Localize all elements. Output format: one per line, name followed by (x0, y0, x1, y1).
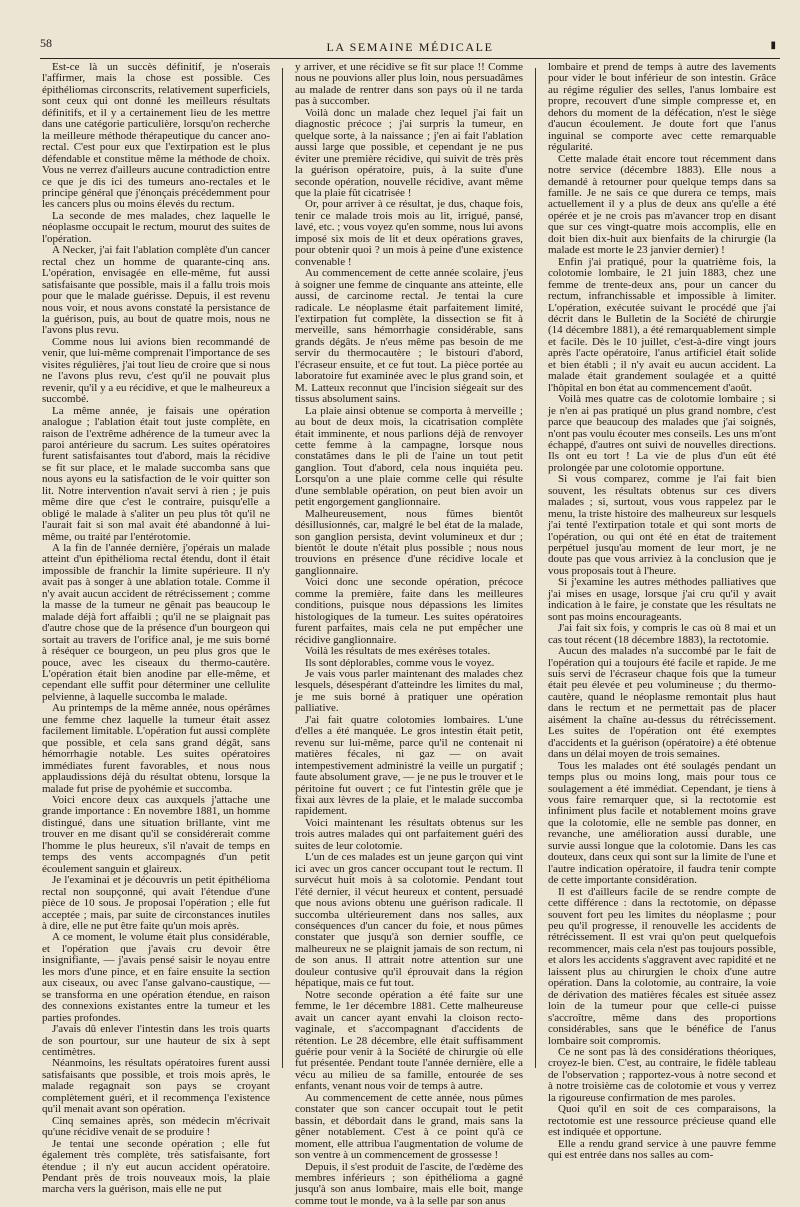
paragraph: Je tentai une seconde opération ; elle fut également très complète, très satisfaisante, fort étendue ; il n'y eut aucun accident opératoire. Pendant près de trois nouveaux mois, la plaie marcha vers la guérison, mais elle ne put (42, 1139, 270, 1196)
page-header (40, 36, 780, 59)
paragraph: Au printemps de la même année, nous opérâmes une femme chez laquelle la tumeur était assez facilement limitable. L'opération fut aussi complète que possible, et cela sans grand dégât, sans hémorrhagie notable. Les suites opératoires immédiates furent favorables, et nous nous applaudissions déjà du résultat obtenu, lorsque la malade fut prise de pyohémie et succomba. (42, 703, 270, 795)
paragraph: Voilà donc un malade chez lequel j'ai fait un diagnostic précoce ; j'ai surpris la tumeur, en quelque sorte, à la naissance ; j'en ai fait l'ablation aussi large que possible, et cependant je ne pus éviter une première récidive, qui suivit de très près la guérison opératoire, puis, à la suite d'une seconde opération, nouvelle récidive, avant même que la plaie fût cicatrisée ! (295, 108, 523, 200)
paragraph: La seconde de mes malades, chez laquelle le néoplasme occupait le rectum, mourut des suites de l'opération. (42, 211, 270, 245)
header-ornament-icon: ▮ (770, 40, 776, 51)
column-left (42, 62, 270, 1068)
paragraph: Est-ce là un succès définitif, je n'oserais l'affirmer, mais la chose est possible. Ces épithéliomas circonscrits, relativement superficiels, sont ceux qui ont donné les meilleurs résultats définitifs, et il y a certainement lieu de les mettre dans une catégorie particulière, lorsqu'on recherche la meilleure méthode thérapeutique du cancer ano-rectal. C'est pour eux que l'extirpation est le plus défendable et constitue même la méthode de choix. Vous ne verrez d'ailleurs aucune contradiction entre ce que je dis ici des tumeurs ano-rectales et le principe général que j'énonçais précédemment pour les cancers plus ou moins élevés du rectum. (42, 62, 270, 211)
paragraph: Elle a rendu grand service à une pauvre femme qui est entrée dans nos salles au com- (548, 1139, 776, 1162)
paragraph: J'avais dû enlever l'intestin dans les trois quarts de son pourtour, sur une hauteur de six à sept centimètres. (42, 1024, 270, 1058)
paragraph: Aucun des malades n'a succombé par le fait de l'opération qui a toujours été facile et rapide. Je me suis servi de l'écraseur chaque fois que la tumeur était peu élevée et peu volumineuse ; du thermo-cautère, quand le néoplasme remontait plus haut dans le rectum et ne permettait pas de placer aisément la chaîne au-dessus du rétrécissement. Les suites de l'opération ont été exemptes d'accidents et la guérison (opératoire) a été obtenue dans un délai moyen de trois semaines. (548, 646, 776, 761)
paragraph: J'ai fait six fois, y compris le cas où 8 mai et un cas tout récent (18 décembre 1883), la rectotomie. (548, 623, 776, 646)
paragraph: Voici maintenant les résultats obtenus sur les trois autres malades qui ont parfaitement guéri des suites de leur colotomie. (295, 818, 523, 852)
paragraph: Il est d'ailleurs facile de se rendre compte de cette différence : dans la rectotomie, on dépasse souvent fort peu les limites du néoplasme ; pour peu qu'il progresse, il renouvelle les accidents de rétrécissement. Il est vrai qu'on peut quelquefois recommencer, mais cela n'est pas toujours possible, et alors les accidents s'aggravent avec rapidité et ne laissent plus au chirurgien le choix d'une autre opération. Dans la colotomie, au contraire, la voie de dérivation des matières fécales est située assez loin de la tumeur pour que celle-ci puisse s'accroître, même dans des proportions considérables, sans que le bénéfice de l'anus lombaire soit compromis. (548, 887, 776, 1047)
paragraph: La même année, je faisais une opération analogue ; l'ablation était tout juste complète, en raison de l'extrême adhérence de la tumeur avec la paroi antérieure du sacrum. Les suites opératoires furent satisfaisantes tout d'abord, mais la récidive se fit sur place, et le malade succomba sans que nous ayons eu la satisfaction de le voir quitter son lit. Notre intervention n'avait servi à rien ; je puis même dire que c'est le contraire, puisqu'elle a obligé le malade à s'aliter un peu plus tôt qu'il ne l'aurait fait si son mal avait été abandonné à lui-même, ou traité par l'entérotomie. (42, 406, 270, 543)
paragraph: Voici encore deux cas auxquels j'attache une grande importance : En novembre 1881, un homme distingué, dans une situation brillante, vint me trouver en me disant qu'il se considérerait comme l'homme le plus heureux, s'il n'avait de temps en temps des vents accompagnés d'un petit écoulement sanguin et glaireux. (42, 795, 270, 875)
paragraph: Au commencement de cette année scolaire, j'eus à soigner une femme de cinquante ans atteinte, elle aussi, de carcinome rectal. Je tentai la cure radicale. Le néoplasme était parfaitement limité, l'extirpation fut complète, la dissection se fit à merveille, sans hémorrhagie considérable, sans grands dégâts. Je n'eus même pas besoin de me servir du thermocautère ; le bistouri d'abord, l'écraseur ensuite, et ce fut tout. La pièce portée au laboratoire fut examinée avec le plus grand soin, et M. Latteux reconnut que l'incision siégeait sur des tissus absolument sains. (295, 268, 523, 405)
paragraph: A ce moment, le volume était plus considérable, et l'opération que j'avais cru devoir être insignifiante, — j'avais pensé saisir le noyau entre les mors d'une pince, et en faire ensuite la section aux ciseaux, ou avec l'anse galvano-caustique, — se transforma en une opération étendue, en raison des connexions existantes entre la tumeur et les parties profondes. (42, 932, 270, 1024)
paragraph: Voici donc une seconde opération, précoce comme la première, faite dans les meilleures conditions, puisque nous dépassions les limites histologiques de la tumeur. Les suites opératoires furent parfaites, mais cela ne put empêcher une récidive ganglionnaire. (295, 577, 523, 646)
paragraph: Enfin j'ai pratiqué, pour la quatrième fois, la colotomie lombaire, le 21 juin 1883, chez une femme de trente-deux ans, pour un cancer du rectum, infranchissable et impossible à limiter. L'opération, exécutée suivant le procédé que j'ai décrit dans le Bulletin de la Société de chirurgie (14 décembre 1881), a été remarquablement simple et facile. Dès le 10 juillet, c'est-à-dire vingt jours après l'acte opératoire, l'anus artificiel était solide et bien établi ; il n'y avait eu aucun accident. La malade était grandement soulagée et a quitté l'hôpital en bon état au commencement d'août. (548, 257, 776, 394)
column-middle (295, 62, 523, 1068)
paragraph: Ils sont déplorables, comme vous le voyez. (295, 658, 523, 669)
paragraph: y arriver, et une récidive se fit sur place !! Comme nous ne pouvions aller plus loin, nous persuadâmes au malade de rentrer dans son pays où il ne tarda pas à succomber. (295, 62, 523, 108)
paragraph: L'un de ces malades est un jeune garçon qui vint ici avec un gros cancer occupant tout le rectum. Il survécut huit mois à sa colotomie. Pendant tout l'été dernier, il vécut heureux et content, persuadé que nous avions obtenu une guérison radicale. Il succomba ultérieurement dans nos salles, aux conséquences d'un cancer du foie, et nous pûmes constater que jusqu'à son dernier souffle, ce malheureux ne se plaignit jamais de son rectum, ni de son anus. Il attrait notre attention sur une douleur contusive qu'il éprouvait dans la région hépatique, mais ce fut tout. (295, 852, 523, 989)
paragraph: Voilà les résultats de mes exérèses totales. (295, 646, 523, 657)
paragraph: Au commencement de cette année, nous pûmes constater que son cancer occupait tout le petit bassin, et débordait dans le grand, mais sans la gêner notablement. C'est à ce point qu'à ce moment, elle attribua l'augmentation de volume de son ventre à un commencement de grossesse ! (295, 1093, 523, 1162)
paragraph: Cinq semaines après, son médecin m'écrivait qu'une récidive venait de se produire ! (42, 1116, 270, 1139)
page-number: 58 (40, 36, 52, 51)
paragraph: A Necker, j'ai fait l'ablation complète d'un cancer rectal chez un homme de quarante-cinq ans. L'opération, envisagée en elle-même, fut aussi satisfaisante que possible, mais il a fallu trois mois pour que le malade guérisse. Depuis, il est revenu nous voir, et nous avons constaté la persistance de la guérison, puis, au bout de quatre mois, nous ne l'avons plus revu. (42, 245, 270, 337)
paragraph: Voilà mes quatre cas de colotomie lombaire ; si je n'en ai pas pratiqué un plus grand nombre, c'est parce que beaucoup des malades que j'ai soignés, n'ont pas voulu écouter mes conseils. Les uns m'ont échappé, d'autres ont suivi de nouvelles directions. Ils ont eu tort ! La vie de plus d'un eût été prolongée par une colotomie opportune. (548, 394, 776, 474)
paragraph: Comme nous lui avions bien recommandé de venir, que lui-même comprenait l'importance de ses visites régulières, j'ai tout lieu de croire que si nous ne l'avons plus revu, c'est qu'il ne pouvait plus revenir, qu'il y a eu récidive, et que le malheureux a succombé. (42, 337, 270, 406)
paragraph: J'ai fait quatre colotomies lombaires. L'une d'elles a été manquée. Le gros intestin était petit, revenu sur lui-même, parce qu'il ne contenait ni matières fécales, ni gaz — on avait intempestivement administré la veille un purgatif ; faute absolument grave, — je ne pus le trouver et le péritoine fut ouvert ; ce fut l'intestin grêle que je fixai aux lèvres de la plaie, et le malade succomba rapidement. (295, 715, 523, 818)
paragraph: Si vous comparez, comme je l'ai fait bien souvent, les résultats obtenus sur ces divers malades ; si, surtout, vous vous rappelez par le menu, la triste histoire des malheureux sur lesquels j'ai tenté l'extirpation totale et qui sont morts de l'opération, ou qui ont été en état de traitement perpétuel jusqu'au moment de leur mort, je ne doute pas que vous arriviez à la conclusion que je vous proposais tout à l'heure. (548, 474, 776, 577)
paragraph: lombaire et prend de temps à autre des lavements pour vider le bout inférieur de son intestin. Grâce au régime régulier des selles, l'anus lombaire est propre, recouvert d'une simple compresse et, en dehors du moment de la défécation, n'est le siège d'aucun écoulement. Je doute fort que l'anus inguinal se comporte avec cette remarquable régularité. (548, 62, 776, 154)
paragraph: Malheureusement, nous fûmes bientôt désillusionnés, car, malgré le bel état de la malade, son ganglion persista, devint volumineux et dur ; bientôt le doute n'était plus possible ; nous nous trouvions en présence d'une récidive locale et ganglionnaire. (295, 509, 523, 578)
text-columns (42, 62, 776, 1068)
paragraph: Depuis, il s'est produit de l'ascite, de l'œdème des membres inférieurs ; son épithélioma a gagné jusqu'à son anus lombaire, mais elle boit, mange comme tout le monde, va à la selle par son anus (295, 1162, 523, 1207)
column-divider (535, 68, 536, 1068)
paragraph: A la fin de l'année dernière, j'opérais un malade atteint d'un épithélioma rectal étendu, dont il était impossible de franchir la limite supérieure. Il n'y avait pas à songer à une ablation totale. Comme il n'y avait aucun accident de rétrécissement ; comme la masse de la tumeur ne gênait pas beaucoup le malade déjà fort affaibli ; qu'il ne se plaignait pas d'autre chose que de la présence d'un bourgeon qui sortait au travers de l'orifice anal, je me suis borné à réséquer ce bourgeon, un peu plus gros que le pouce, avec les ciseaux du thermo-cautère. L'opération était bien anodine par elle-même, et cependant elle suffit pour déterminer une cellulite pelvienne, à laquelle succomba le malade. (42, 543, 270, 703)
paragraph: Notre seconde opération a été faite sur une femme, le 1er décembre 1881. Cette malheureuse avait un cancer ayant envahi la cloison recto-vaginale, et s'accompagnant d'accidents de rétention. Le 28 décembre, elle était suffisamment guérie pour venir à la Société de chirurgie où elle fut présentée. Pendant toute l'année dernière, elle a vécu au milieu de sa famille, entourée de ses enfants, venant nous voir de temps à autre. (295, 990, 523, 1093)
paragraph: Ce ne sont pas là des considérations théoriques, croyez-le bien. C'est, au contraire, le fidèle tableau de l'observation ; rapportez-vous à notre second et à notre troisième cas de colotomie et vous y verrez la rigoureuse confirmation de mes paroles. (548, 1047, 776, 1104)
column-right (548, 62, 776, 1068)
paragraph: La plaie ainsi obtenue se comporta à merveille ; au bout de deux mois, la cicatrisation complète était imminente, et nous parlions déjà de renvoyer cette femme à la campagne, lorsque nous constatâmes dans le pli de l'aine un tout petit ganglion. Tout d'abord, cela nous inquiéta peu. Lorsqu'on a une plaie comme celle qui résulte d'une semblable opération, on peut bien avoir un petit engorgement ganglionnaire. (295, 406, 523, 509)
paragraph: Or, pour arriver à ce résultat, je dus, chaque fois, tenir ce malade trois mois au lit, irrigué, pansé, lavé, etc. ; vous voyez qu'en somme, nous lui avons imposé six mois de lit et deux opérations graves, pour obtenir quoi ? un mois à peine d'une existence convenable ! (295, 199, 523, 268)
column-divider (282, 68, 283, 1068)
paragraph: Cette malade était encore tout récemment dans notre service (décembre 1883). Elle nous a demandé à retourner pour quelque temps dans sa famille. Je ne sais ce que durera ce temps, mais actuellement il y a plus de deux ans qu'elle a été opérée et je ne crois pas m'avancer trop en disant que sur ces vingt-quatre mois accomplis, elle en doit bien dix-huit aux bienfaits de la chirurgie (la malade est morte le 23 janvier dernier) ! (548, 154, 776, 257)
paragraph: Je vais vous parler maintenant des malades chez lesquels, désespérant d'atteindre les limites du mal, je me suis borné à pratiquer une opération palliative. (295, 669, 523, 715)
paragraph: Si j'examine les autres méthodes palliatives que j'ai mises en usage, lorsque j'ai cru qu'il y avait indication à le faire, je constate que les résultats ne sont pas moins encourageants. (548, 577, 776, 623)
paragraph: Tous les malades ont été soulagés pendant un temps plus ou moins long, mais pour tous ce soulagement a été immédiat. Cependant, je tiens à vous faire remarquer que, si la rectotomie est infiniment plus facile et notablement moins grave que la colotomie, elle ne semble pas donner, en revanche, une amélioration aussi durable, une survie aussi longue que la colotomie. Dans les cas douteux, dans ceux qui sont sur la limite de l'une et l'autre indication opératoire, il faudra tenir compte de cette importante considération. (548, 761, 776, 887)
paragraph: Néanmoins, les résultats opératoires furent aussi satisfaisants que possible, et trois mois après, le malade regagnait son pays se croyant complètement guéri, et il recommença l'existence qu'il menait avant son opération. (42, 1058, 270, 1115)
paragraph: Je l'examinai et je découvris un petit épithélioma rectal non soupçonné, qui avait l'étendue d'une pièce de 10 sous. Je proposai l'opération ; elle fut acceptée ; mais, par suite de circonstances inutiles à dire, elle ne put être faite qu'un mois après. (42, 875, 270, 932)
paragraph: Quoi qu'il en soit de ces comparaisons, la rectotomie est une ressource précieuse quand elle est indiquée et opportune. (548, 1104, 776, 1138)
journal-title: LA SEMAINE MÉDICALE (40, 40, 780, 55)
